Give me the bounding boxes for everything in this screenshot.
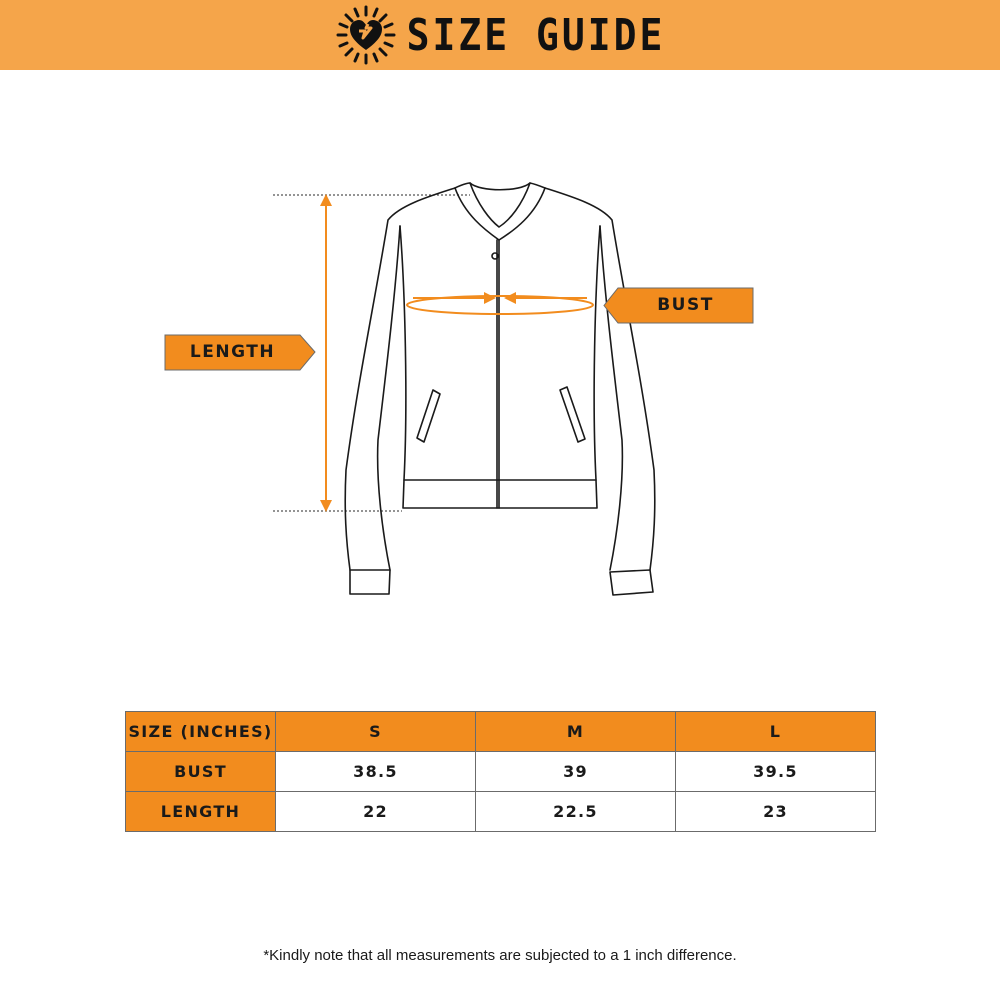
column-header-m: M [476,712,676,752]
bust-measure [407,292,593,314]
size-table [125,711,876,832]
column-header-l: L [676,712,876,752]
cell-value: 38.5 [276,752,476,792]
table-row [126,792,876,832]
jacket-outline [345,183,655,595]
table-row [126,752,876,792]
table-header-label: SIZE (INCHES) [126,712,276,752]
cell-value: 39 [476,752,676,792]
bust-label: BUST [657,295,714,315]
heart-sun-logo-icon [335,4,397,66]
cell-value: 39.5 [676,752,876,792]
cell-value: 22 [276,792,476,832]
header-bar [0,0,1000,70]
row-label-length: LENGTH [126,792,276,832]
table-header-row [126,712,876,752]
length-arrow [320,194,332,512]
footnote: *Kindly note that all measurements are subjected to a 1 inch difference. [263,947,737,964]
page-title: SIZE GUIDE [406,9,666,61]
column-header-s: S [276,712,476,752]
cell-value: 23 [676,792,876,832]
length-label: LENGTH [189,342,276,362]
jacket-diagram [0,150,1000,610]
cell-value: 22.5 [476,792,676,832]
row-label-bust: BUST [126,752,276,792]
